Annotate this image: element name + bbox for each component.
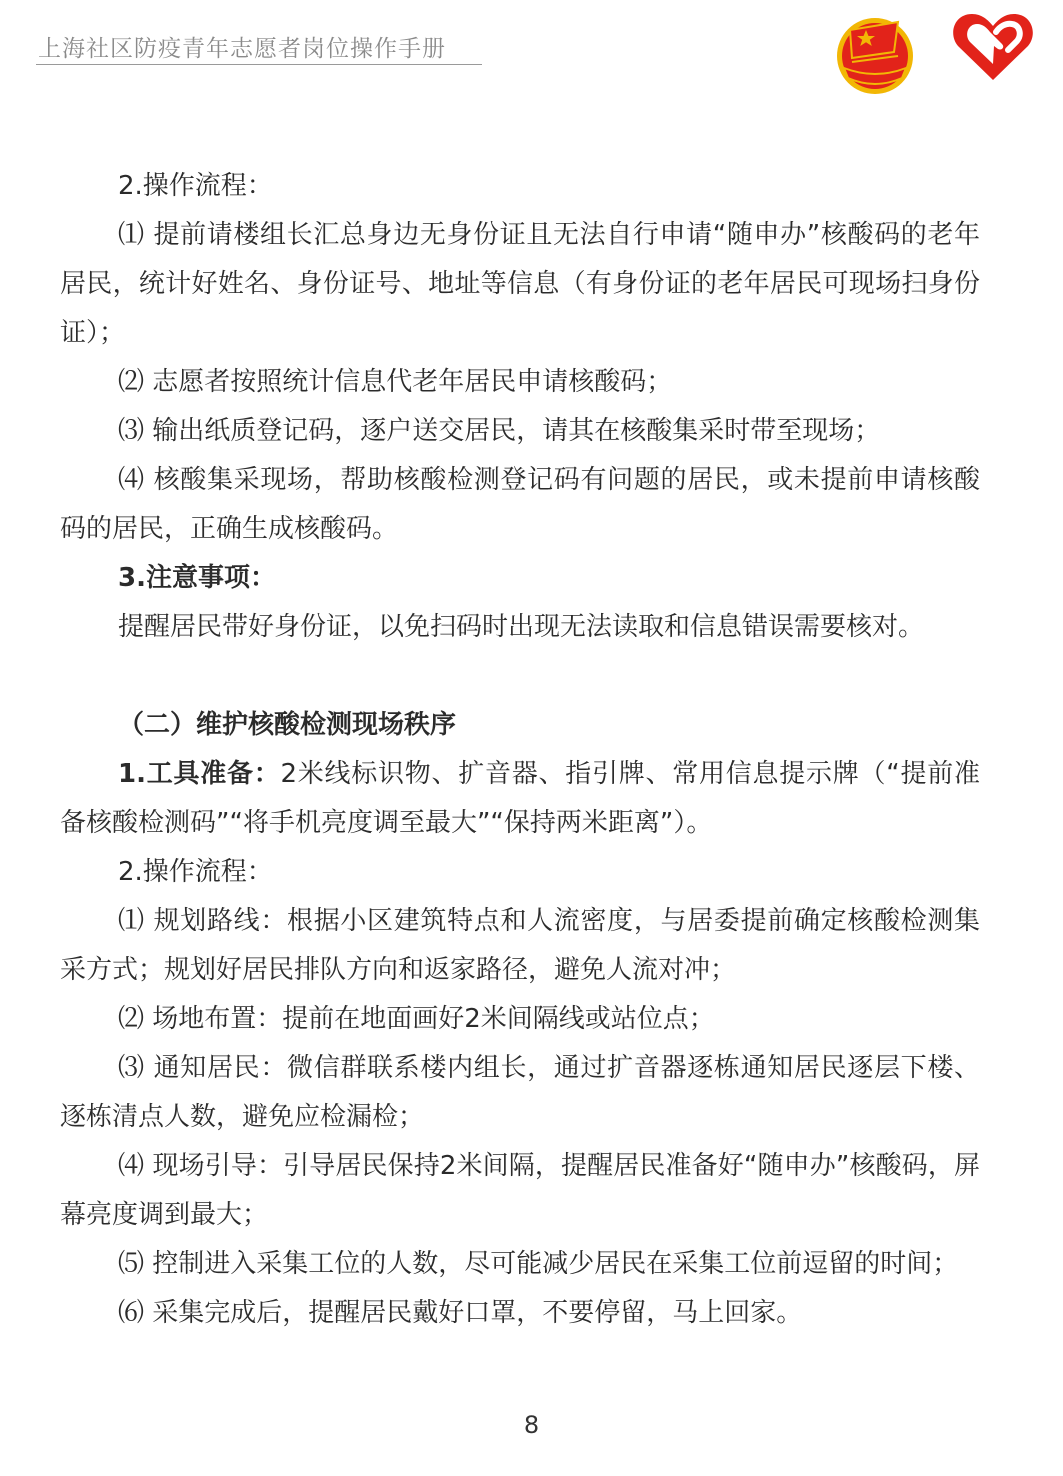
section1-step3-text: 提醒居民带好身份证，以免扫码时出现无法读取和信息错误需要核对。 [118, 612, 925, 642]
list-item: ⑴ 提前请楼组长汇总身边无身份证且无法自行申请“随申办”核酸码的老年居民，统计好姓名、身份证号、地址等信息（有身份证的老年居民可现场扫身份证）； [60, 220, 980, 348]
list-item: ⑶ 输出纸质登记码，逐户送交居民，请其在核酸集采时带至现场； [118, 416, 881, 446]
page-header [0, 0, 1063, 110]
section1-step3-heading: 3.注意事项： [118, 563, 276, 593]
list-item: ⑸ 控制进入采集工位的人数，尽可能减少居民在采集工位前逗留的时间； [118, 1249, 959, 1279]
section1-step2-heading: 2.操作流程： [118, 171, 273, 201]
page-body [60, 162, 980, 1338]
list-item: ⑵ 志愿者按照统计信息代老年居民申请核酸码； [118, 367, 673, 397]
page-number: 8 [523, 1411, 540, 1439]
list-item: ⑵ 场地布置：提前在地面画好2米间隔线或站位点； [118, 1004, 715, 1034]
list-item: ⑶ 通知居民：微信群联系楼内组长，通过扩音器逐栋通知居民逐层下楼、逐栋清点人数，避免应检漏检； [60, 1053, 980, 1132]
section-spacer [60, 652, 980, 701]
section2-heading: （二）维护核酸检测现场秩序 [118, 710, 457, 740]
list-item: ⑷ 现场引导：引导居民保持2米间隔，提醒居民准备好“随申办”核酸码，屏幕亮度调到最大； [60, 1151, 980, 1230]
section2-step2-heading: 2.操作流程： [118, 857, 273, 887]
list-item: ⑹ 采集完成后，提醒居民戴好口罩，不要停留，马上回家。 [118, 1298, 803, 1328]
list-item: ⑴ 规划路线：根据小区建筑特点和人流密度，与居委提前确定核酸检测集采方式；规划好居民排队方向和返家路径，避免人流对冲； [60, 906, 980, 985]
communist-youth-league-badge-icon [832, 8, 918, 98]
heart-hand-volunteer-icon [950, 8, 1036, 84]
header-divider [36, 64, 482, 65]
section2-step1-text: 2米线标识物、扩音器、指引牌、常用信息提示牌（“提前准备核酸检测码”“将手机亮度调至最大”“保持两米距离”）。 [60, 759, 981, 838]
manual-title: 上海社区防疫青年志愿者岗位操作手册 [38, 36, 446, 62]
section2-step1-label: 1.工具准备： [118, 759, 281, 789]
section2-step1 [60, 750, 980, 848]
list-item: ⑷ 核酸集采现场，帮助核酸检测登记码有问题的居民，或未提前申请核酸码的居民，正确生成核酸码。 [60, 465, 980, 544]
